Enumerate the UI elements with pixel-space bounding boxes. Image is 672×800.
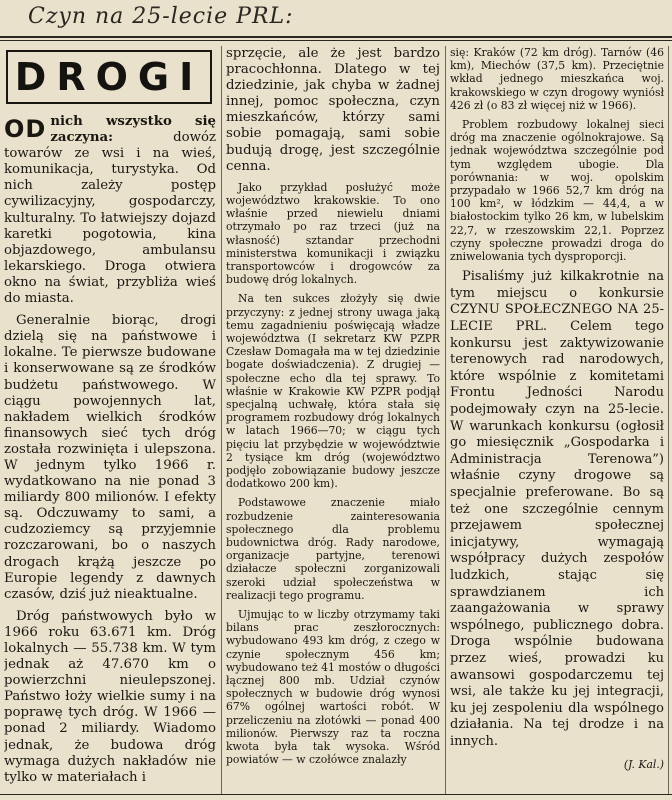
column-divider-2 xyxy=(445,46,446,794)
article-paragraph: Podstawowe znaczenie miało rozbudzenie zainteresowania społecznego dla problemu budownictwa dróg. Rady narodowe, organizacje partyjne, terenowi działacze społeczni zorganizowali szeroki udział społeczeństwa w realizacji tego programu. xyxy=(226,496,440,602)
lead-bold-text: nich wszystko się zaczyna: xyxy=(50,114,216,146)
headline: DROGI xyxy=(14,54,204,99)
article-paragraph: Generalnie biorąc, drogi dzielą się na państwowe i lokalne. Te pierwsze budowane i konserwowane są ze środków budżetu państwowego. W ciągu powojennych lat, nakładem wielkich środków finansowych sieć tych dróg została rozwinięta i ulepszona. W jednym tylko 1966 r. wydatkowano na nie ponad 3 miliardy 800 milionów. I efekty są. Odczuwamy to sami, a cudzoziemcy są przyjemnie rozczarowani, bo o naszych drogach krążą jeszcze po Europie legendy z dawnych czasów, dziś już nieaktualne. xyxy=(4,313,216,602)
article-paragraph: Dróg państwowych było w 1966 roku 63.671 km. Dróg lokalnych — 55.738 km. W tym jednak aż 47.670 km o powierzchni nieulepszonej. Państwo łoży wielkie sumy i na poprawę tych dróg. W 1966 — ponad 2 miliardy. Wiadomo jednak, że budowa dróg wymaga dużych nakładów nie tylko w materiałach i xyxy=(4,608,216,785)
column-divider-1 xyxy=(221,46,222,794)
lead-paragraph xyxy=(4,114,216,307)
newspaper-header xyxy=(0,0,672,40)
header-rule xyxy=(0,36,672,38)
header-title: Czyn na 25-lecie PRL: xyxy=(28,4,294,29)
article-paragraph: Ujmując to w liczby otrzymamy taki bilans prac zeszłorocznych: wybudowano 493 km dróg, z czego w czynie społecznym 456 km; wybudowano też 41 mostów o długości łącznej 800 mb. Udział czynów społecznych w budowie dróg wynosi 67% ogólnej wartości robót. W przeliczeniu na złotówki — ponad 400 milionów. Pierwszy raz ta roczna kwota była tak wysoka. Wśród powiatów — w czołówce znalazły xyxy=(226,608,440,767)
article-paragraph: się: Kraków (72 km dróg). Tarnów (46 km), Miechów (37,5 km). Przeciętnie wkład jednego mieszkańca woj. krakowskiego w czyn drogowy wyniósł 426 zł (o 83 zł więcej niż w 1966). xyxy=(450,46,664,112)
bottom-rule xyxy=(0,794,672,795)
headline-box xyxy=(6,50,212,104)
article-paragraph: Na ten sukces złożyły się dwie przyczyny: z jednej strony uwaga jaką temu zagadnieniu poświęcają władze województwa (I sekretarz KW PZPR Czesław Domagała ma w tej dziedzinie bogate doświadczenia). Z drugiej — społeczne echo dla tej sprawy. To właśnie w Krakowie KW PZPR podjął specjalną uchwałę, która stała się programem rozbudowy dróg lokalnych w latach 1966—70; w ciągu tych pięciu lat przybędzie w województwie 2 tysiące km dróg (województwo podjęło zobowiązanie budowy jeszcze dodatkowo 200 km). xyxy=(226,292,440,491)
article-paragraph: Jako przykład posłużyć może województwo krakowskie. To ono właśnie przed niewielu dniami otrzymało po raz trzeci (już na własność) sztandar przechodni ministerstwa komunikacji i związku transportowców i drogowców za budowę dróg lokalnych. xyxy=(226,180,440,287)
article-paragraph: sprzęcie, ale że jest bardzo pracochłonna. Dlatego w tej dziedzinie, jak chyba w żadnej innej, pomoc społeczna, czyn mieszkańców, którzy sami sobie pomagają, sami sobie budują drogę, jest szczególnie cenna. xyxy=(226,46,440,174)
lead-text: dowóz towarów ze wsi i na wieś, komunikacja, turystyka. Od nich zależy postęp cywilizacyjny, gospodarczy, kulturalny. To łatwiejszy dojazd karetki pogotowia, kina objazdowego, ambulansu lekarskiego. Droga otwiera okno na świat, przybliża wieś do miasta. xyxy=(4,130,216,307)
article-paragraph: Pisaliśmy już kilkakrotnie na tym miejscu o konkursie CZYNU SPOŁECZNEGO NA 25-LECIE PRL. Celem tego konkursu jest zaktywizowanie terenowych rad narodowych, które wspólnie z komitetami Frontu Jedności Narodu podejmowały czyn na 25-lecie. W warunkach konkursu (ogłosił go miesięcznik „Gospodarka i Administracja Terenowa”) właśnie czyny drogowe są specjalnie preferowane. Bo są też one szczególnie cennym przejawem społecznej inicjatywy, wymagają współpracy dużych zespołów ludzkich, stając się sprawdzianem ich zaangażowania w sprawy wspólnego, publicznego dobra. Droga wspólnie budowana przez wieś, prowadzi ku awansowi gospodarczemu tej wsi, ale także ku jej integracji, ku jej zespoleniu dla wspólnego działania. Na tej drodze i na innych. xyxy=(450,269,664,749)
article-column-3 xyxy=(450,46,664,794)
drop-cap: OD xyxy=(4,115,47,143)
right-border xyxy=(668,46,669,794)
article-column-1 xyxy=(4,46,216,794)
article-column-2 xyxy=(226,46,440,794)
byline: (J. Kal.) xyxy=(623,758,664,772)
article-paragraph: Problem rozbudowy lokalnej sieci dróg ma znaczenie ogólnokrajowe. Są jednak województwa szczególnie pod tym względem ubogie. Dla porównania: w woj. opolskim przypadało w 1966 52,7 km dróg na 100 km², w łódzkim — 44,4, a w białostockim tylko 26 km, w lubelskim 22,7, w rzeszowskim 22,1. Poprzez czyny społeczne prowadzi droga do zniwelowania tych dysproporcji. xyxy=(450,118,664,264)
header-rule-thin xyxy=(0,40,672,41)
